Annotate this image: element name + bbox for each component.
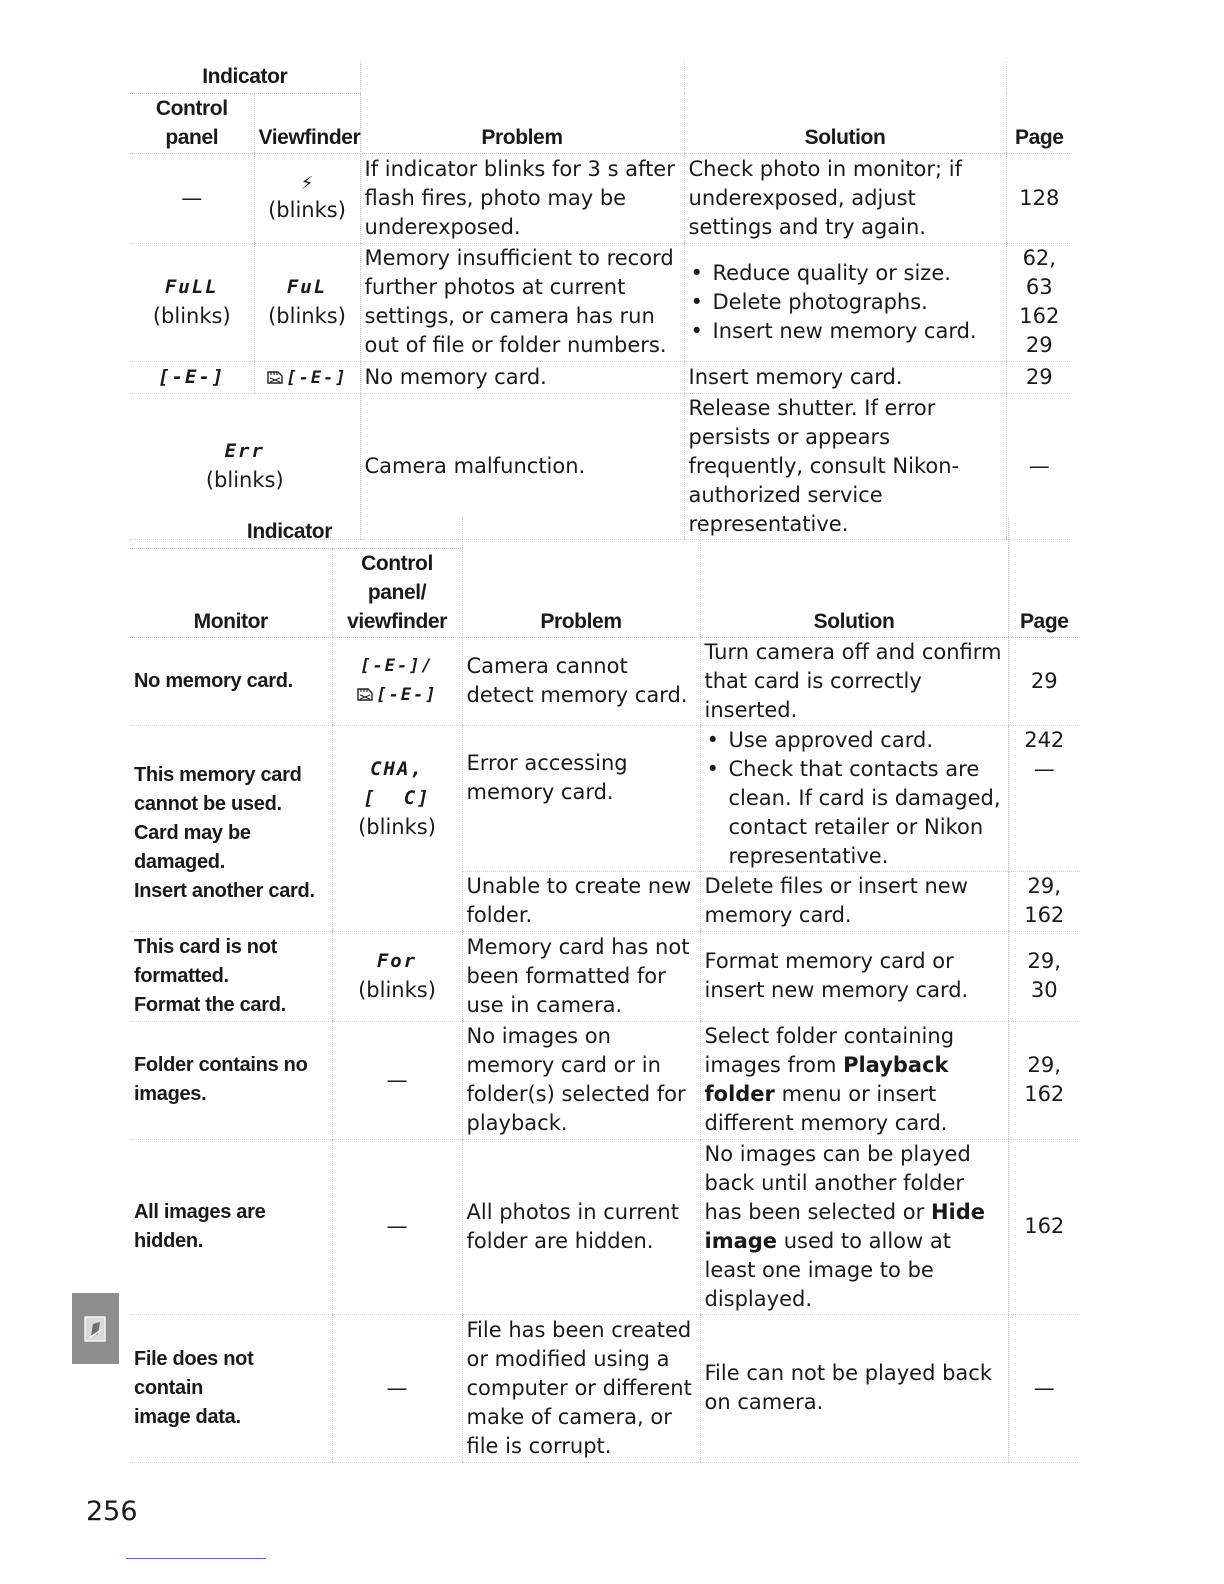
solution-cell bbox=[700, 725, 1008, 871]
blink-note: (blinks) bbox=[268, 197, 346, 222]
monitor-line: This memory card bbox=[134, 763, 302, 786]
page-ref: 128 bbox=[1006, 153, 1072, 243]
lcd-full: FuLL bbox=[164, 276, 219, 298]
problem-cell: Unable to create new folder. bbox=[462, 871, 700, 931]
page-number: 256 bbox=[86, 1496, 138, 1527]
control-panel-indicator bbox=[332, 637, 462, 725]
header-viewfinder: Viewfinder bbox=[254, 93, 360, 153]
lcd-err: Err bbox=[224, 440, 265, 462]
header-problem: Problem bbox=[462, 517, 700, 637]
solution-cell: Delete files or insert new memory card. bbox=[700, 871, 1008, 931]
header-problem: Problem bbox=[360, 62, 684, 153]
flash-icon: ⚡ bbox=[300, 172, 314, 194]
page-ref bbox=[1006, 243, 1072, 361]
solution-text: Select folder containing images from bbox=[704, 1024, 955, 1077]
monitor-message bbox=[130, 1314, 332, 1462]
solution-bullet: • Insert new memory card. bbox=[689, 317, 1002, 346]
problem-cell: Memory insufficient to record further photos at current settings, or camera has run out of file or folder numbers. bbox=[360, 243, 684, 361]
monitor-line: File does not contain bbox=[134, 1347, 254, 1399]
monitor-line: formatted. bbox=[134, 964, 229, 987]
header-indicator: Indicator bbox=[130, 517, 332, 548]
page-ref: — bbox=[1008, 1314, 1080, 1462]
lcd-no-card: [-E-] bbox=[158, 366, 226, 388]
table-row bbox=[130, 153, 1072, 243]
solution-cell: Release shutter. If error persists or appears frequently, consult Nikon-authorized service representative. bbox=[684, 393, 1006, 539]
blink-note: (blinks) bbox=[358, 814, 436, 839]
page-ref-item: 29 bbox=[1025, 333, 1053, 357]
solution-cell: Insert memory card. bbox=[684, 361, 1006, 393]
page-ref-item: 162 bbox=[1024, 1082, 1065, 1106]
monitor-message bbox=[130, 1021, 332, 1139]
header-solution: Solution bbox=[700, 517, 1008, 637]
menu-name: Hide image bbox=[704, 1199, 985, 1253]
header-solution: Solution bbox=[684, 62, 1006, 153]
blink-note: (blinks) bbox=[205, 468, 284, 492]
menu-name: Playback folder bbox=[704, 1053, 949, 1106]
solution-text: used to allow at least one image to be displayed. bbox=[704, 1228, 951, 1311]
solution-cell: Check photo in monitor; if underexposed, adjust settings and try again. bbox=[684, 153, 1006, 243]
page-ref: 29 bbox=[1008, 637, 1080, 725]
page-ref-item: 29, bbox=[1027, 874, 1061, 898]
monitor-line: Format the card. bbox=[134, 993, 286, 1016]
header-page: Page bbox=[1006, 62, 1072, 153]
problem-cell: No images on memory card or in folder(s) selected for playback. bbox=[462, 1021, 700, 1139]
viewfinder-indicator bbox=[254, 243, 360, 361]
playback-note-icon bbox=[83, 1314, 109, 1344]
viewfinder-indicator bbox=[254, 153, 360, 243]
solution-cell bbox=[700, 1021, 1008, 1139]
table-row bbox=[130, 931, 1080, 1021]
page-ref: 29, 30 bbox=[1008, 931, 1080, 1021]
page-ref-item: 162 bbox=[1024, 903, 1065, 927]
page-ref bbox=[1008, 725, 1080, 871]
control-panel-indicator bbox=[332, 931, 462, 1021]
monitor-line: images. bbox=[134, 1083, 207, 1105]
solution-bullet: • Delete photographs. bbox=[689, 288, 1002, 317]
problem-cell: All photos in current folder are hidden. bbox=[462, 1139, 700, 1314]
problem-cell: Memory card has not been formatted for use in camera. bbox=[462, 931, 700, 1021]
header-control-panel-viewfinder bbox=[332, 548, 462, 637]
page-ref-item: 29, bbox=[1027, 1053, 1061, 1077]
lcd-line bbox=[337, 680, 458, 709]
table-row bbox=[130, 1021, 1080, 1139]
monitor-line: Folder contains no bbox=[134, 1054, 308, 1076]
monitor-message bbox=[130, 725, 332, 931]
header-line: Control panel/ bbox=[361, 551, 433, 604]
page-ref: 29 bbox=[1006, 361, 1072, 393]
control-panel-indicator bbox=[332, 725, 462, 931]
table-row bbox=[130, 243, 1072, 361]
control-panel-indicator: — bbox=[332, 1021, 462, 1139]
page-ref-item: 162 bbox=[1019, 304, 1060, 328]
page-ref bbox=[1008, 1021, 1080, 1139]
page-ref bbox=[1008, 871, 1080, 931]
problem-cell: File has been created or modified using a computer or different make of camera, or file is corrupt. bbox=[462, 1314, 700, 1462]
page-ref-item: — bbox=[1033, 756, 1055, 781]
solution-text: No images can be played back until another folder has been selected or bbox=[704, 1141, 971, 1224]
lcd-cha: CHA, bbox=[370, 757, 424, 780]
monitor-message: All images are hidden. bbox=[130, 1139, 332, 1314]
lcd-ful: FuL bbox=[286, 276, 328, 298]
solution-bullet: • Check that contacts are clean. If card is damaged, contact retailer or Nikon representative. bbox=[705, 755, 1004, 871]
monitor-line: image data. bbox=[134, 1405, 241, 1428]
lcd-no-card: [-E-] bbox=[286, 367, 348, 388]
control-panel-indicator: — bbox=[130, 153, 254, 243]
section-tab bbox=[72, 1293, 119, 1364]
lcd-for: For bbox=[376, 950, 418, 972]
memory-card-icon bbox=[356, 686, 376, 702]
page-ref-item: 62, 63 bbox=[1022, 246, 1056, 299]
viewfinder-indicator bbox=[254, 361, 360, 393]
monitor-line: cannot be used. bbox=[134, 792, 282, 815]
control-panel-indicator: — bbox=[332, 1139, 462, 1314]
header-control-panel: Control panel bbox=[130, 93, 254, 153]
lcd-card: [ C] bbox=[363, 786, 431, 809]
footnote-rule bbox=[126, 1558, 266, 1559]
solution-cell: Format memory card or insert new memory card. bbox=[700, 931, 1008, 1021]
monitor-message bbox=[130, 931, 332, 1021]
table-row bbox=[130, 637, 1080, 725]
problem-cell: If indicator blinks for 3 s after flash fires, photo may be underexposed. bbox=[360, 153, 684, 243]
header-indicator: Indicator bbox=[130, 62, 360, 93]
solution-text: menu or insert different memory card. bbox=[704, 1082, 948, 1135]
page-ref: — bbox=[1006, 393, 1072, 539]
indicator-table-monitor bbox=[130, 517, 1080, 1463]
table-row bbox=[130, 725, 1080, 871]
control-panel-indicator bbox=[130, 361, 254, 393]
header-line: viewfinder bbox=[347, 609, 447, 633]
indicator-table-viewfinder bbox=[130, 62, 1072, 540]
monitor-line: Insert another card. bbox=[134, 879, 315, 902]
problem-cell: Camera cannot detect memory card. bbox=[462, 637, 700, 725]
solution-bullet: • Reduce quality or size. bbox=[689, 259, 1002, 288]
monitor-line: This card is not bbox=[134, 935, 278, 958]
solution-cell bbox=[700, 1139, 1008, 1314]
table-row bbox=[130, 361, 1072, 393]
problem-cell: Error accessing memory card. bbox=[462, 725, 700, 871]
solution-cell: Turn camera off and confirm that card is correctly inserted. bbox=[700, 637, 1008, 725]
control-panel-indicator bbox=[130, 243, 254, 361]
solution-cell: File can not be played back on camera. bbox=[700, 1314, 1008, 1462]
monitor-message: No memory card. bbox=[130, 637, 332, 725]
header-page: Page bbox=[1008, 517, 1080, 637]
page-ref-item: 242 bbox=[1024, 727, 1065, 752]
lcd-no-card: [-E-]/ bbox=[360, 656, 434, 676]
lcd-no-card: [-E-] bbox=[376, 685, 438, 705]
solution-bullet: • Use approved card. bbox=[705, 726, 1004, 755]
memory-card-icon bbox=[266, 369, 286, 385]
header-monitor: Monitor bbox=[130, 548, 332, 637]
blink-note: (blinks) bbox=[152, 304, 231, 328]
blink-note: (blinks) bbox=[268, 304, 346, 328]
control-panel-indicator: — bbox=[332, 1314, 462, 1462]
blink-note: (blinks) bbox=[358, 978, 436, 1002]
table-row bbox=[130, 1314, 1080, 1462]
problem-cell: Camera malfunction. bbox=[360, 393, 684, 539]
monitor-line: Card may be damaged. bbox=[134, 821, 251, 873]
table-row bbox=[130, 1139, 1080, 1314]
page-ref: 162 bbox=[1008, 1139, 1080, 1314]
solution-cell bbox=[684, 243, 1006, 361]
problem-cell: No memory card. bbox=[360, 361, 684, 393]
